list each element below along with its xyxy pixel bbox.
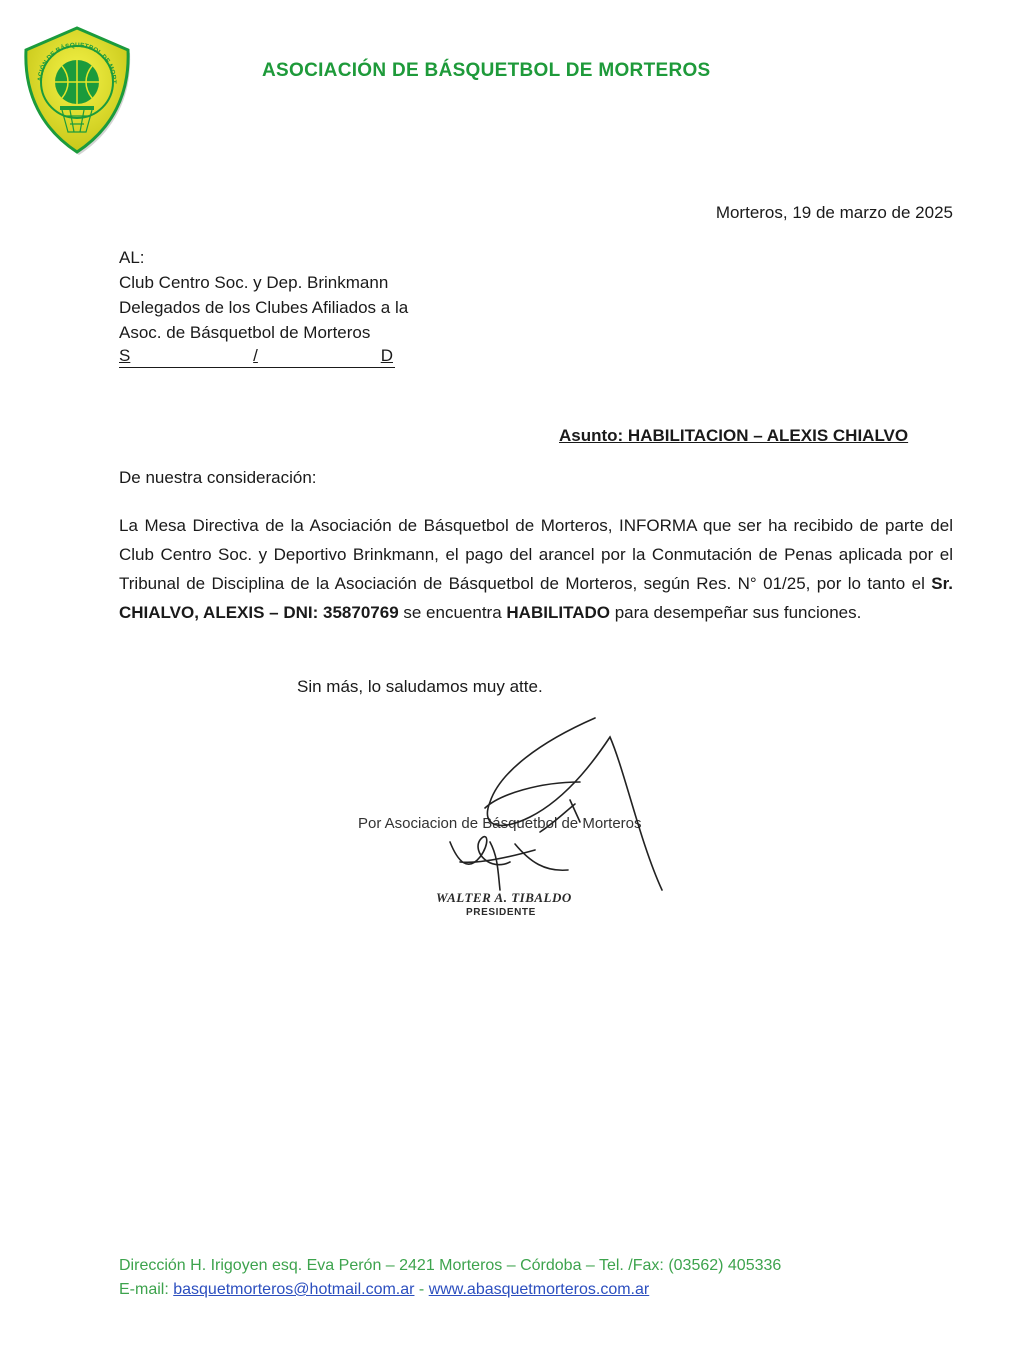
letter-date: Morteros, 19 de marzo de 2025 — [715, 203, 953, 222]
recipient-block — [119, 245, 408, 368]
recipient-line: AL: — [119, 248, 145, 267]
player-identification: Sr. CHIALVO, ALEXIS – DNI: 35870769 — [119, 574, 953, 622]
org-title: ASOCIACIÓN DE BÁSQUETBOL DE MORTEROS — [262, 60, 711, 81]
footer — [119, 1254, 781, 1302]
body-paragraph — [119, 511, 953, 627]
website-link[interactable]: www.abasquetmorteros.com.ar — [428, 1281, 650, 1298]
greeting: De nuestra consideración: — [119, 468, 317, 487]
body-text-2: se encuentra — [398, 603, 507, 622]
footer-address: Dirección H. Irigoyen esq. Eva Perón – 2421 Morteros – Córdoba – Tel. /Fax: (03562) 405336 — [119, 1257, 782, 1274]
status-habilitado: HABILITADO — [506, 603, 610, 622]
sd-line — [119, 345, 395, 368]
recipient-line: Delegados de los Clubes Afiliados a la — [119, 298, 409, 317]
sd-right: D — [380, 346, 393, 365]
sd-left: S — [119, 346, 131, 365]
signatory-name: WALTER A. TIBALDO — [436, 890, 572, 905]
email-link[interactable]: basquetmorteros@hotmail.com.ar — [173, 1281, 415, 1298]
logo-text: ACIÓN DE BÁSQUETBOL DE MORT — [36, 41, 118, 84]
association-logo — [20, 24, 134, 156]
recipient-line: Club Centro Soc. y Dep. Brinkmann — [119, 273, 389, 292]
closing: Sin más, lo saludamos muy atte. — [297, 677, 543, 696]
footer-contact — [119, 1278, 781, 1302]
body-text-1: La Mesa Directiva de la Asociación de Básquetbol de Morteros, INFORMA que ser ha recibido de parte del Club Centro Soc. y Deportivo Brinkmann, el pago del arancel por la Conmutación de Penas aplicada por el Tribunal de Disciplina de la Asociación de Básquetbol de Morteros, según Res. N° 01/25, por lo tanto el — [119, 516, 953, 593]
email-label: E-mail: — [119, 1281, 174, 1298]
subject-line: Asunto: HABILITACION – ALEXIS CHIALVO — [559, 426, 909, 445]
recipient-line: Asoc. de Básquetbol de Morteros — [119, 323, 371, 342]
footer-separator: - — [414, 1281, 429, 1298]
body-text-3: para desempeñar sus funciones. — [609, 603, 862, 622]
sd-mid: / — [253, 346, 258, 365]
signature-organization: Por Asociacion de Básquetbol de Morteros — [358, 815, 642, 832]
signatory-role: PRESIDENTE — [466, 907, 536, 918]
